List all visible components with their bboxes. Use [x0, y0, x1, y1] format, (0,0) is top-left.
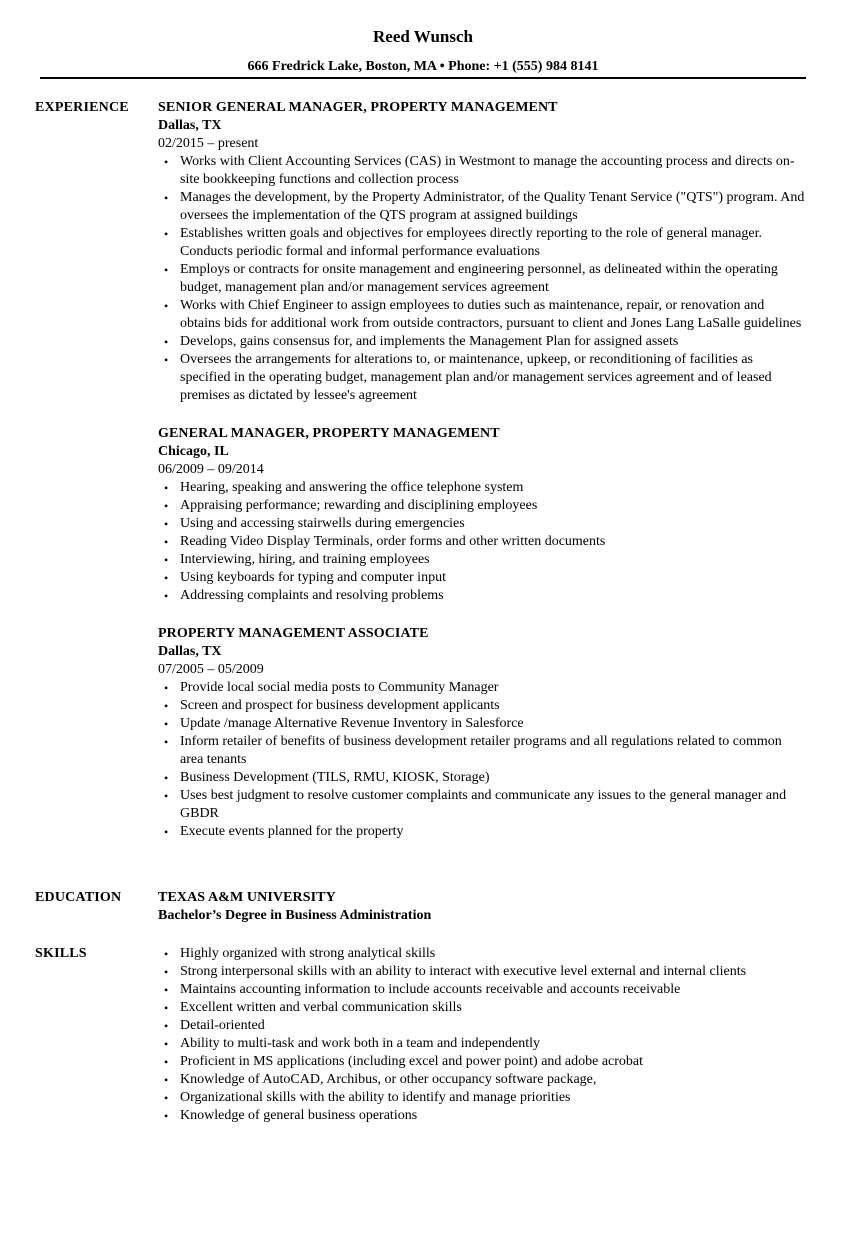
job-duties-list — [158, 679, 806, 841]
job-title: SENIOR GENERAL MANAGER, PROPERTY MANAGEMENT — [158, 100, 558, 115]
list-item-text: Works with Chief Engineer to assign employees to duties such as maintenance, repair, or renovation and obtains bids for additional work from outside contractors, pursuant to client and Jones Lang LaSalle guidelines — [180, 298, 802, 331]
bullet-icon: • — [164, 1091, 169, 1105]
list-item-text: Using and accessing stairwells during emergencies — [180, 516, 465, 531]
list-item-text: Uses best judgment to resolve customer complaints and communicate any issues to the general manager and GBDR — [180, 788, 787, 821]
bullet-icon: • — [164, 1001, 169, 1015]
job-location: Chicago, IL — [158, 444, 229, 459]
bullet-icon: • — [164, 699, 169, 713]
list-item-text: Addressing complaints and resolving problems — [180, 588, 444, 603]
bullet-icon: • — [164, 947, 169, 961]
list-item-text: Excellent written and verbal communication skills — [180, 1000, 462, 1015]
list-item — [158, 1035, 806, 1053]
job-duties-list — [158, 479, 806, 605]
degree-name: Bachelor’s Degree in Business Administration — [158, 908, 432, 923]
skills-heading: SKILLS — [35, 946, 87, 961]
list-item — [158, 787, 806, 823]
job-entry — [158, 99, 806, 405]
bullet-icon: • — [164, 789, 169, 803]
list-item-text: Provide local social media posts to Community Manager — [180, 680, 499, 695]
list-item-text: Appraising performance; rewarding and disciplining employees — [180, 498, 538, 513]
bullet-icon: • — [164, 965, 169, 979]
list-item-text: Ability to multi-task and work both in a team and independently — [180, 1036, 541, 1051]
list-item-text: Business Development (TILS, RMU, KIOSK, Storage) — [180, 770, 490, 785]
bullet-icon: • — [164, 553, 169, 567]
list-item-text: Works with Client Accounting Services (CAS) in Westmont to manage the accounting process and directs on-site bookkeeping functions and collection process — [180, 154, 795, 187]
list-item — [158, 551, 806, 569]
list-item — [158, 1053, 806, 1071]
bullet-icon: • — [164, 499, 169, 513]
bullet-icon: • — [164, 589, 169, 603]
list-item-text: Establishes written goals and objectives for employees directly reporting to the role of general manager. Conducts periodic formal and informal performance evaluations — [180, 226, 762, 259]
list-item — [158, 587, 806, 605]
bullet-icon: • — [164, 1055, 169, 1069]
list-item — [158, 333, 806, 351]
school-name: TEXAS A&M UNIVERSITY — [158, 890, 336, 905]
list-item — [158, 533, 806, 551]
list-item-text: Highly organized with strong analytical skills — [180, 946, 436, 961]
candidate-name: Reed Wunsch — [373, 27, 473, 46]
list-item — [158, 479, 806, 497]
bullet-icon: • — [164, 983, 169, 997]
list-item — [158, 733, 806, 769]
bullet-icon: • — [164, 681, 169, 695]
list-item — [158, 999, 806, 1017]
list-item-text: Oversees the arrangements for alterations to, or maintenance, upkeep, or reconditioning of facilities as specified in the operating budget, management plan and/or management services agreement and of leased premises as dictated by lessee's agreement — [180, 352, 772, 403]
bullet-icon: • — [164, 227, 169, 241]
bullet-icon: • — [164, 263, 169, 277]
bullet-icon: • — [164, 535, 169, 549]
list-item — [158, 679, 806, 697]
list-item — [158, 1107, 806, 1125]
skills-body — [158, 945, 806, 1125]
list-item-text: Maintains accounting information to include accounts receivable and accounts receivable — [180, 982, 681, 997]
list-item — [158, 225, 806, 261]
list-item — [158, 823, 806, 841]
list-item — [158, 569, 806, 587]
job-title: PROPERTY MANAGEMENT ASSOCIATE — [158, 626, 429, 641]
list-item-text: Using keyboards for typing and computer input — [180, 570, 446, 585]
list-item — [158, 945, 806, 963]
list-item — [158, 261, 806, 297]
list-item-text: Hearing, speaking and answering the office telephone system — [180, 480, 524, 495]
bullet-icon: • — [164, 481, 169, 495]
list-item-text: Organizational skills with the ability to identify and manage priorities — [180, 1090, 571, 1105]
list-item — [158, 497, 806, 515]
list-item-text: Strong interpersonal skills with an ability to interact with executive level external and internal clients — [180, 964, 747, 979]
list-item — [158, 189, 806, 225]
bullet-icon: • — [164, 155, 169, 169]
bullet-icon: • — [164, 299, 169, 313]
bullet-icon: • — [164, 1109, 169, 1123]
bullet-icon: • — [164, 717, 169, 731]
job-duties-list — [158, 153, 806, 405]
bullet-icon: • — [164, 771, 169, 785]
experience-body — [158, 99, 806, 861]
list-item — [158, 981, 806, 999]
job-title: GENERAL MANAGER, PROPERTY MANAGEMENT — [158, 426, 500, 441]
bullet-icon: • — [164, 353, 169, 367]
list-item — [158, 715, 806, 733]
job-dates: 02/2015 – present — [158, 136, 259, 151]
list-item-text: Proficient in MS applications (including excel and power point) and adobe acrobat — [180, 1054, 644, 1069]
list-item — [158, 1017, 806, 1035]
list-item — [158, 297, 806, 333]
bullet-icon: • — [164, 1037, 169, 1051]
list-item-text: Reading Video Display Terminals, order forms and other written documents — [180, 534, 606, 549]
list-item-text: Interviewing, hiring, and training employees — [180, 552, 430, 567]
skills-list — [158, 945, 806, 1125]
list-item-text: Knowledge of AutoCAD, Archibus, or other occupancy software package, — [180, 1072, 597, 1087]
bullet-icon: • — [164, 1073, 169, 1087]
list-item-text: Update /manage Alternative Revenue Inventory in Salesforce — [180, 716, 524, 731]
job-location: Dallas, TX — [158, 118, 222, 133]
bullet-icon: • — [164, 571, 169, 585]
experience-heading: EXPERIENCE — [35, 100, 129, 115]
list-item-text: Knowledge of general business operations — [180, 1108, 418, 1123]
bullet-icon: • — [164, 517, 169, 531]
list-item-text: Employs or contracts for onsite management and engineering personnel, as delineated within the operating budget, management plan and/or management services agreement — [180, 262, 778, 295]
bullet-icon: • — [164, 825, 169, 839]
job-dates: 06/2009 – 09/2014 — [158, 462, 264, 477]
list-item — [158, 1089, 806, 1107]
job-location: Dallas, TX — [158, 644, 222, 659]
job-dates: 07/2005 – 05/2009 — [158, 662, 264, 677]
education-body — [158, 889, 806, 925]
list-item-text: Execute events planned for the property — [180, 824, 404, 839]
education-heading: EDUCATION — [35, 890, 122, 905]
list-item — [158, 515, 806, 533]
list-item-text: Manages the development, by the Property Administrator, of the Quality Tenant Service ("QTS") program. And oversees the implementation of the QTS program at assigned buildings — [180, 190, 805, 223]
header-divider — [40, 77, 806, 79]
job-entry — [158, 625, 806, 841]
bullet-icon: • — [164, 735, 169, 749]
bullet-icon: • — [164, 191, 169, 205]
list-item-text: Screen and prospect for business development applicants — [180, 698, 500, 713]
list-item — [158, 153, 806, 189]
contact-line: 666 Fredrick Lake, Boston, MA • Phone: +1 (555) 984 8141 — [247, 59, 599, 74]
bullet-icon: • — [164, 1019, 169, 1033]
list-item — [158, 769, 806, 787]
list-item-text: Develops, gains consensus for, and implements the Management Plan for assigned assets — [180, 334, 679, 349]
list-item — [158, 351, 806, 405]
list-item — [158, 1071, 806, 1089]
list-item-text: Inform retailer of benefits of business development retailer programs and all regulations related to common area tenants — [180, 734, 782, 767]
list-item-text: Detail-oriented — [180, 1018, 265, 1033]
job-entry — [158, 425, 806, 605]
bullet-icon: • — [164, 335, 169, 349]
list-item — [158, 963, 806, 981]
list-item — [158, 697, 806, 715]
